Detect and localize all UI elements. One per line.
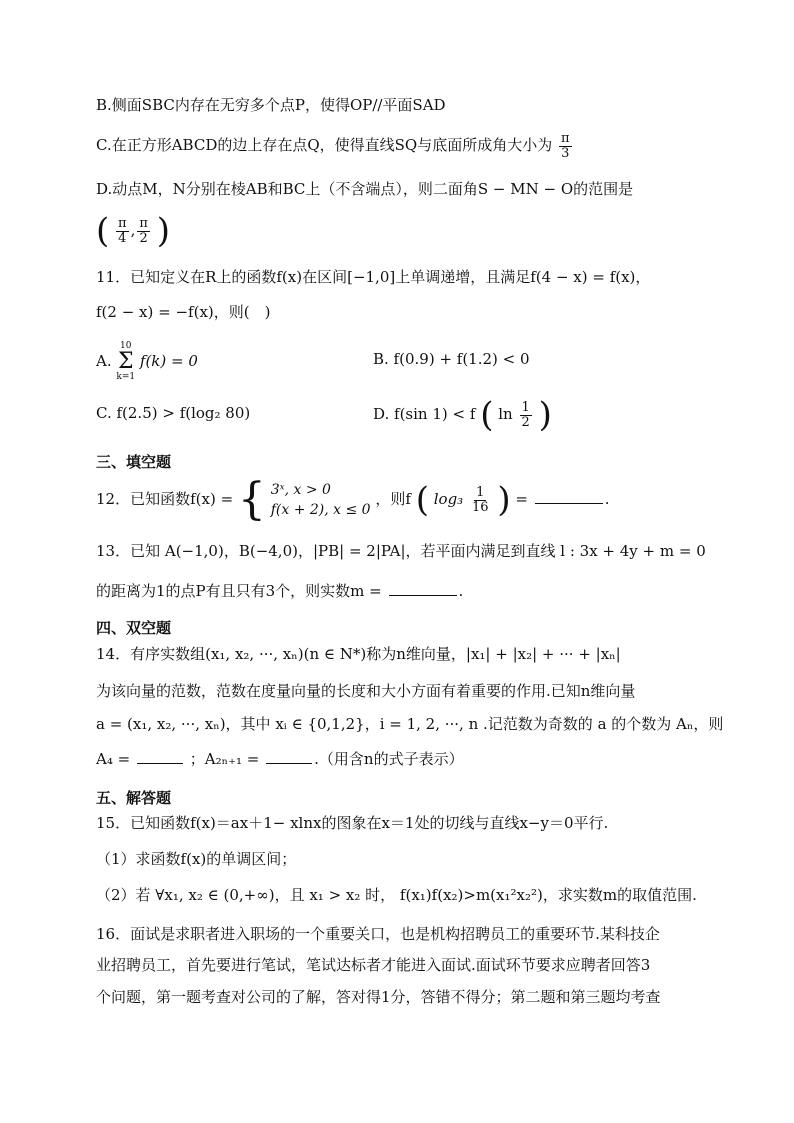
open-paren: (: [480, 395, 494, 435]
q12: [96, 474, 610, 525]
q16-line2: 业招聘员工，首先要进行笔试，笔试达标者才能进入面试.面试环节要求应聘者回答3: [96, 956, 651, 974]
q14-line2: 为该向量的范数，范数在度量向量的长度和大小方面有着重要的作用.已知n维向量: [96, 682, 636, 700]
close-paren: ): [156, 211, 170, 251]
range-separator: ,: [130, 221, 136, 239]
q12-middle: ，则f: [375, 490, 411, 508]
option-b: B.侧面SBC内存在无穷多个点P，使得OP//平面SAD: [96, 96, 446, 114]
fraction-denominator: 16: [471, 499, 489, 515]
case-brace: {: [237, 474, 266, 525]
q15-stem: 15．已知函数f(x)＝ax＋1− xlnx的图象在x＝1处的切线与直线x−y＝0平行.: [96, 814, 609, 832]
answer-blank[interactable]: [389, 594, 457, 596]
q14-a4: A₄ =: [96, 750, 131, 768]
section-heading-double-blank: 四、双空题: [96, 619, 172, 637]
q11-option-a: [96, 342, 198, 382]
open-paren: (: [415, 480, 429, 520]
q11-stem-line2: f(2 − x) = −f(x)，则( ): [96, 303, 271, 321]
q13-line2: [96, 584, 463, 599]
answer-blank-2[interactable]: [266, 762, 312, 764]
option-c: [96, 132, 574, 160]
q14-line1: 14．有序实数组(x₁, x₂, ···, xₙ)(n ∈ N*)称为n维向量，|x₁| + |x₂| + ··· + |xₙ|: [96, 645, 621, 663]
fraction-numerator: π: [561, 131, 570, 146]
option-c-text: C.在正方形ABCD的边上存在点Q，使得直线SQ与底面所成角大小为: [96, 136, 553, 155]
q11-stem-line1: 11．已知定义在R上的函数f(x)在区间[−1,0]上单调递增，且满足f(4 − x) = f(x)，: [96, 268, 651, 286]
q12-prefix: 12．已知函数f(x) =: [96, 490, 234, 508]
fraction-denominator: 2: [521, 414, 530, 430]
option-d: D.动点M，N分别在棱AB和BC上（不含端点），则二面角S − MN − O的范围是: [96, 180, 634, 198]
case-2: f(x + 2), x ≤ 0: [270, 502, 371, 518]
q12-end: .: [604, 490, 610, 508]
fraction-denominator: 2: [139, 230, 148, 246]
answer-blank-1[interactable]: [137, 762, 183, 764]
fraction-numerator: 1: [521, 399, 530, 415]
option-d-range: [96, 211, 170, 251]
q14-a2n1: ；A₂ₙ₊₁ =: [189, 750, 260, 768]
case-1: 3ˣ, x > 0: [270, 481, 331, 498]
sum-upper: 10: [120, 341, 132, 351]
option-c-fraction: [559, 132, 572, 160]
fraction-denominator: 3: [561, 145, 570, 161]
q11-option-c: C. f(2.5) > f(log₂ 80): [96, 404, 251, 422]
q11-option-b: B. f(0.9) + f(1.2) < 0: [373, 350, 530, 368]
q13-text: 的距离为1的点P有且只有3个，则实数m =: [96, 582, 382, 600]
q14-line3: a = (x₁, x₂, ···, xₙ)，其中 xᵢ ∈ {0,1,2}，i = 1, 2, ···, n .记范数为奇数的 a 的个数为 Aₙ，则: [96, 715, 724, 733]
log-symbol: log₃: [433, 490, 464, 508]
q14-line4: [96, 752, 464, 767]
section-heading-fill-blank: 三、填空题: [96, 453, 172, 471]
fraction-numerator: π: [139, 215, 148, 231]
q13-line1: 13．已知 A(−1,0)，B(−4,0)，|PB| = 2|PA|，若平面内满足到直线 l : 3x + 4y + m = 0: [96, 542, 706, 560]
q12-equals: =: [515, 490, 528, 508]
sum-lower: k=1: [116, 372, 136, 382]
close-paren: ): [497, 480, 511, 520]
q11-option-d: [373, 395, 552, 435]
answer-blank[interactable]: [535, 502, 603, 504]
section-heading-answer: 五、解答题: [96, 789, 172, 807]
piecewise-cases: [271, 480, 371, 521]
q14-note: .（用含n的式子表示）: [314, 750, 464, 768]
q15-part2: （2）若 ∀x₁, x₂ ∈ (0,+∞)，且 x₁ > x₂ 时， f(x₁)f(x₂)>m(x₁²x₂²)，求实数m的取值范围.: [96, 886, 697, 904]
ln-fraction: [520, 401, 532, 429]
sigma-symbol: Σ: [117, 349, 134, 374]
close-paren: ): [538, 395, 552, 435]
fraction-denominator: 4: [118, 230, 127, 246]
q16-line1: 16．面试是求职者进入职场的一个重要关口，也是机构招聘员工的重要环节.某科技企: [96, 925, 660, 943]
fraction-numerator: π: [118, 215, 127, 231]
range-lower-fraction: [116, 217, 129, 245]
sum-expression: f(k) = 0: [139, 352, 198, 370]
summation: [116, 342, 135, 382]
fraction-numerator: 1: [476, 484, 485, 500]
open-paren: (: [96, 211, 110, 251]
q16-line3: 个问题，第一题考查对公司的了解，答对得1分，答错不得分；第二题和第三题均考查: [96, 988, 661, 1006]
q13-end: .: [458, 582, 464, 600]
option-label: A.: [96, 352, 112, 370]
q15-part1: （1）求函数f(x)的单调区间；: [96, 850, 297, 868]
log-fraction: [470, 486, 491, 514]
option-d-text: D. f(sin 1) < f: [373, 405, 476, 423]
ln-symbol: ln: [498, 405, 513, 423]
range-upper-fraction: [137, 217, 150, 245]
